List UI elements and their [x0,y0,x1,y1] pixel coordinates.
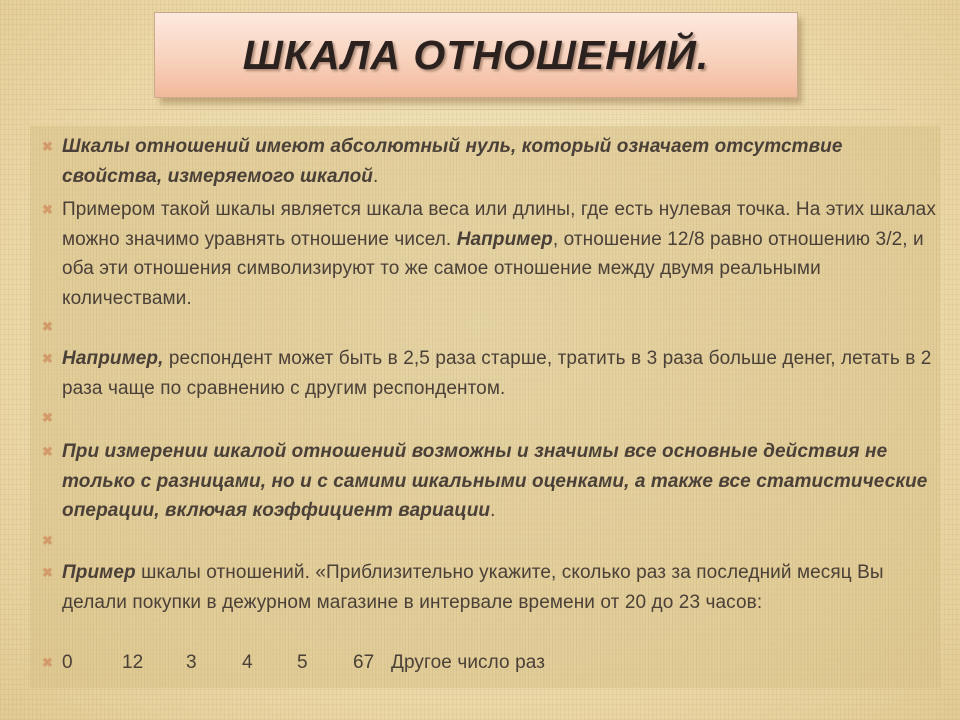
bullet-text: шкалы отношений. «Приблизительно укажите, сколько раз за последний месяц Вы делали покупки в дежурном магазине в интервале времени от 20 до 23 часов: [62,562,884,613]
bullet-item-options [42,648,942,678]
bullet-text-emphasis: Например [456,228,553,250]
bullet-item [42,344,942,403]
bullet-text: . [372,165,379,187]
bullet-item [42,558,942,617]
bullet-text-emphasis: Пример [62,562,136,583]
title-box [154,12,798,98]
bullet-text-emphasis: Шкалы отношений имеют абсолютный нуль, который означает отсутствие свойства, измеряемого шкалой [62,136,843,187]
bullet-text: . [490,500,496,521]
bullet-text: Примером такой шкалы является шкала веса или длины, где есть нулевая точка. На этих шкалах можно значимо уравнять отношение чисел. [62,199,936,250]
bullet-text-emphasis: Например, [62,348,164,369]
bullet-item [42,132,942,191]
option-value: 67 [353,652,375,673]
option-value: 12 [122,652,144,673]
bullet-text: , отношение 12/8 равно отношению 3/2, и оба эти отношения символизируют то же самое отношение между двумя реальными количествами. [62,228,924,309]
bullet-x-icon: ✖ [42,410,53,425]
bullet-x-icon: ✖ [42,533,53,548]
bullet-item [42,437,942,526]
option-value: 4 [242,652,253,673]
slide-title: ШКАЛА ОТНОШЕНИЙ. [242,31,710,78]
option-value: 0 [62,652,73,673]
bullet-x-icon: ✖ [42,139,53,154]
bullet-text-emphasis: При измерении шкалой отношений возможны и значимы все основные действия не только с разницами, но и с самими шкальными оценками, а также все статистические операции, включая коэффициент вариации [62,441,928,521]
bullet-x-icon: ✖ [42,202,53,217]
bullet-text: респондент может быть в 2,5 раза старше, тратить в 3 раза больше денег, летать в 2 раза чаще по сравнению с другим респондентом. [62,348,932,399]
bullet-x-icon: ✖ [42,351,53,366]
bullet-x-icon: ✖ [42,655,53,670]
bullet-x-icon: ✖ [42,444,53,459]
bullet-x-icon: ✖ [42,319,53,334]
content-panel [30,126,940,688]
option-value: 5 [297,652,308,673]
bullet-item [42,195,942,313]
title-divider [55,109,895,110]
option-value: 3 [186,652,197,673]
option-other-label: Другое число раз [391,652,546,673]
bullet-x-icon: ✖ [42,565,53,580]
